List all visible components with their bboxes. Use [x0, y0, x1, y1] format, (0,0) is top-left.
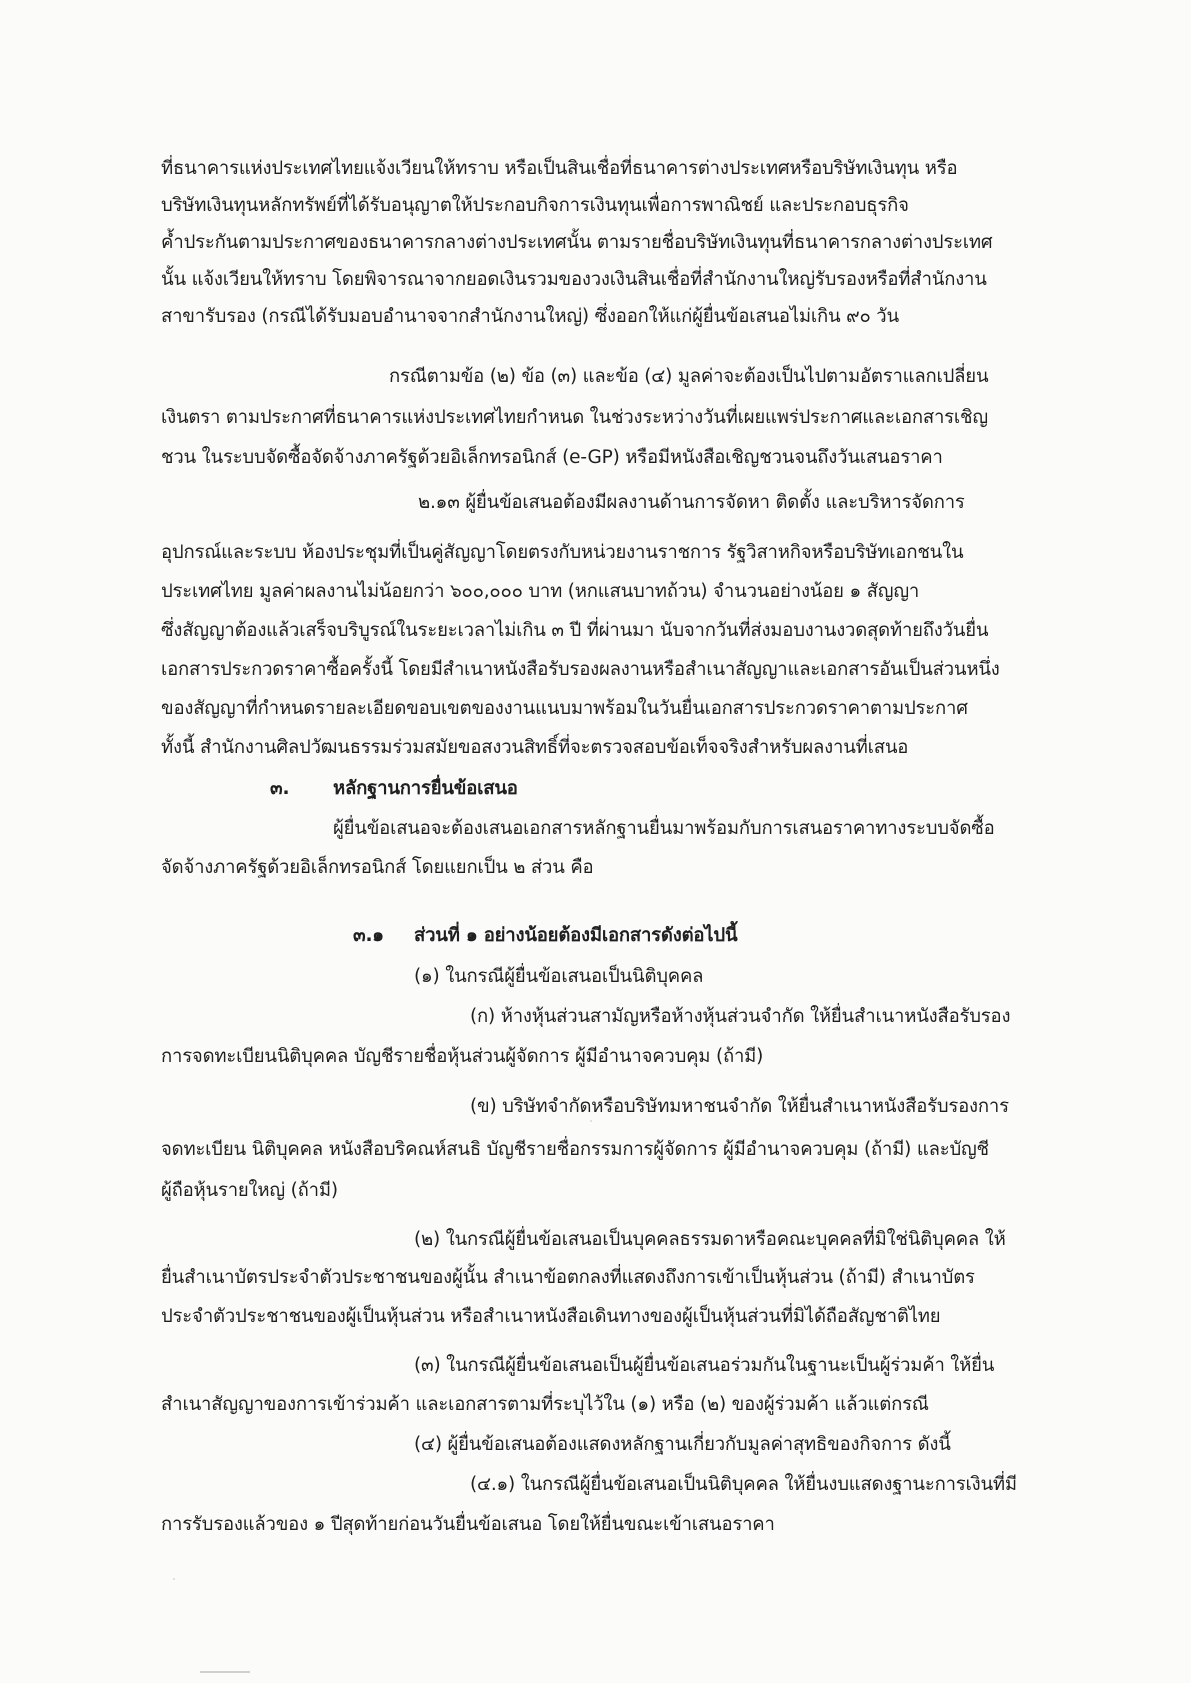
body-line: (๔) ผู้ยื่นข้อเสนอต้องแสดงหลักฐานเกี่ยวกับมูลค่าสุทธิของกิจการ ดังนี้	[414, 1434, 951, 1455]
scan-edge-mark	[200, 1671, 250, 1673]
body-line: (๔.๑) ในกรณีผู้ยื่นข้อเสนอเป็นนิติบุคคล ให้ยื่นงบแสดงฐานะการเงินที่มี	[470, 1474, 1017, 1495]
body-line: (๑) ในกรณีผู้ยื่นข้อเสนอเป็นนิติบุคคล	[414, 966, 704, 987]
body-line: กรณีตามข้อ (๒) ข้อ (๓) และข้อ (๔) มูลค่าจะต้องเป็นไปตามอัตราแลกเปลี่ยน	[389, 366, 989, 387]
body-line: จัดจ้างภาครัฐด้วยอิเล็กทรอนิกส์ โดยแยกเป็น ๒ ส่วน คือ	[161, 857, 594, 878]
body-line: อุปกรณ์และระบบ ห้องประชุมที่เป็นคู่สัญญาโดยตรงกับหน่วยงานราชการ รัฐวิสาหกิจหรือบริษัทเอกชนใน	[161, 542, 964, 563]
scan-speck	[173, 1578, 175, 1580]
body-line: การจดทะเบียนนิติบุคคล บัญชีรายชื่อหุ้นส่วนผู้จัดการ ผู้มีอำนาจควบคุม (ถ้ามี)	[161, 1046, 764, 1067]
section-3-title: หลักฐานการยื่นข้อเสนอ	[333, 778, 518, 799]
body-line: เอกสารประกวดราคาซื้อครั้งนี้ โดยมีสำเนาหนังสือรับรองผลงานหรือสำเนาสัญญาและเอกสารอันเป็นส่วนหนึ่ง	[161, 659, 1000, 680]
body-line: ค้ำประกันตามประกาศของธนาคารกลางต่างประเทศนั้น ตามรายชื่อบริษัทเงินทุนที่ธนาคารกลางต่างประเทศ	[161, 232, 993, 253]
body-line: ทั้งนี้ สำนักงานศิลปวัฒนธรรมร่วมสมัยขอสงวนสิทธิ์ที่จะตรวจสอบข้อเท็จจริงสำหรับผลงานที่เสนอ	[161, 737, 909, 758]
body-line: ประจำตัวประชาชนของผู้เป็นหุ้นส่วน หรือสำเนาหนังสือเดินทางของผู้เป็นหุ้นส่วนที่มิได้ถือสัญชาติไทย	[161, 1306, 941, 1327]
body-line: นั้น แจ้งเวียนให้ทราบ โดยพิจารณาจากยอดเงินรวมของวงเงินสินเชื่อที่สำนักงานใหญ่รับรองหรือที่สำนักงาน	[161, 269, 987, 290]
body-line: การรับรองแล้วของ ๑ ปีสุดท้ายก่อนวันยื่นข้อเสนอ โดยให้ยื่นขณะเข้าเสนอราคา	[161, 1514, 775, 1535]
body-line: ยื่นสำเนาบัตรประจำตัวประชาชนของผู้นั้น สำเนาข้อตกลงที่แสดงถึงการเข้าเป็นหุ้นส่วน (ถ้ามี) สำเนาบัตร	[161, 1267, 975, 1288]
body-line: ซึ่งสัญญาต้องแล้วเสร็จบริบูรณ์ในระยะเวลาไม่เกิน ๓ ปี ที่ผ่านมา นับจากวันที่ส่งมอบงานงวดสุดท้ายถึงวันยื่น	[161, 620, 989, 641]
section-3-number: ๓.	[270, 778, 290, 799]
body-line: (๒) ในกรณีผู้ยื่นข้อเสนอเป็นบุคคลธรรมดาหรือคณะบุคคลที่มิใช่นิติบุคคล ให้	[414, 1229, 1006, 1250]
body-line: บริษัทเงินทุนหลักทรัพย์ที่ได้รับอนุญาตให้ประกอบกิจการเงินทุนเพื่อการพาณิชย์ และประกอบธุรกิจ	[161, 195, 909, 216]
body-line: ประเทศไทย มูลค่าผลงานไม่น้อยกว่า ๖๐๐,๐๐๐ บาท (หกแสนบาทถ้วน) จำนวนอย่างน้อย ๑ สัญญา	[161, 581, 920, 602]
body-line: (๓) ในกรณีผู้ยื่นข้อเสนอเป็นผู้ยื่นข้อเสนอร่วมกันในฐานะเป็นผู้ร่วมค้า ให้ยื่น	[414, 1355, 995, 1376]
section-3-1-title: ส่วนที่ ๑ อย่างน้อยต้องมีเอกสารดังต่อไปนี้	[414, 925, 738, 946]
body-line: (ข) บริษัทจำกัดหรือบริษัทมหาชนจำกัด ให้ยื่นสำเนาหนังสือรับรองการ	[470, 1096, 1009, 1117]
body-line: จดทะเบียน นิติบุคคล หนังสือบริคณห์สนธิ บัญชีรายชื่อกรรมการผู้จัดการ ผู้มีอำนาจควบคุม (ถ้ามี) และบัญชี	[161, 1139, 989, 1160]
body-line: สาขารับรอง (กรณีได้รับมอบอำนาจจากสำนักงานใหญ่) ซึ่งออกให้แก่ผู้ยื่นข้อเสนอไม่เกิน ๙๐ วัน	[161, 306, 899, 327]
body-line: สำเนาสัญญาของการเข้าร่วมค้า และเอกสารตามที่ระบุไว้ใน (๑) หรือ (๒) ของผู้ร่วมค้า แล้วแต่กรณี	[161, 1394, 929, 1415]
body-line: (ก) ห้างหุ้นส่วนสามัญหรือห้างหุ้นส่วนจำกัด ให้ยื่นสำเนาหนังสือรับรอง	[470, 1006, 1011, 1027]
body-line: ผู้ถือหุ้นรายใหญ่ (ถ้ามี)	[161, 1180, 338, 1201]
body-line: ๒.๑๓ ผู้ยื่นข้อเสนอต้องมีผลงานด้านการจัดหา ติดตั้ง และบริหารจัดการ	[418, 492, 965, 513]
section-3-1-number: ๓.๑	[353, 925, 384, 946]
body-line: ที่ธนาคารแห่งประเทศไทยแจ้งเวียนให้ทราบ หรือเป็นสินเชื่อที่ธนาคารต่างประเทศหรือบริษัทเงินทุน หรือ	[161, 158, 958, 179]
body-line: ชวน ในระบบจัดซื้อจัดจ้างภาครัฐด้วยอิเล็กทรอนิกส์ (e-GP) หรือมีหนังสือเชิญชวนจนถึงวันเสนอราคา	[161, 447, 943, 468]
body-line: ของสัญญาที่กำหนดรายละเอียดขอบเขตของงานแนบมาพร้อมในวันยื่นเอกสารประกวดราคาตามประกาศ	[161, 698, 968, 719]
scan-speck	[590, 1120, 592, 1122]
body-line: เงินตรา ตามประกาศที่ธนาคารแห่งประเทศไทยกำหนด ในช่วงระหว่างวันที่เผยแพร่ประกาศและเอกสารเชิญ	[161, 407, 988, 428]
body-line: ผู้ยื่นข้อเสนอจะต้องเสนอเอกสารหลักฐานยื่นมาพร้อมกับการเสนอราคาทางระบบจัดซื้อ	[333, 818, 995, 839]
